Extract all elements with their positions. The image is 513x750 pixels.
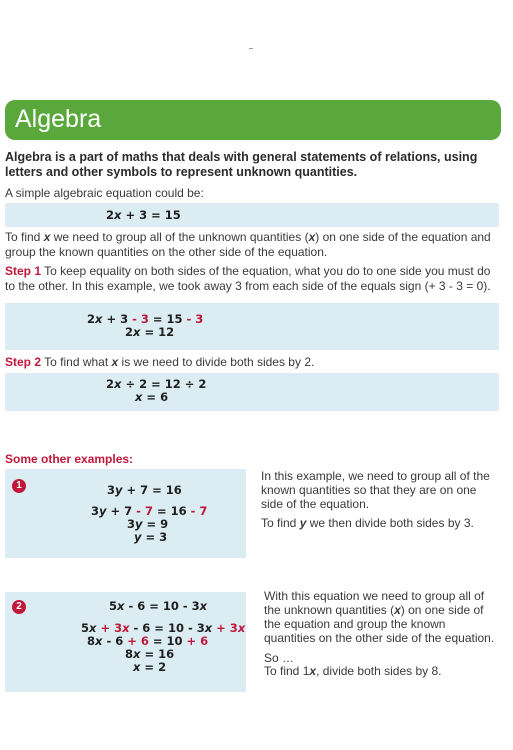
step2-text: Step 2 To find what x is we need to divide both sides by 2. [5, 355, 315, 369]
equation-box-step1 [5, 303, 499, 350]
equation-box-main [5, 203, 499, 227]
examples-title: Some other examples: [5, 452, 134, 466]
equation-main: 2x + 3 = 15 [106, 208, 181, 222]
example2-equation-2: 5x + 3x - 6 = 10 - 3x + 3x [81, 621, 246, 635]
title-banner [5, 100, 501, 140]
example2-equation-3: 8x - 6 + 6 = 10 + 6 [87, 634, 209, 648]
find-text: To find x we need to group all of the unknown quantities (x) on one side of the equation and group the known quantities on the other side of the equation. [5, 230, 491, 259]
equation-box-step2 [5, 373, 499, 411]
example1-equation-2: 3y + 7 - 7 = 16 - 7 [91, 504, 208, 518]
example1-equation-1: 3y + 7 = 16 [107, 483, 182, 497]
example2-equation-4: 8x = 16 [125, 647, 175, 661]
step1-text: Step 1 To keep equality on both sides of the equation, what you do to one side you must do to the other. In this example, we took away 3 from each side of the equals sign (+ 3 - 3 = 0). [5, 264, 491, 293]
example2-equation-1: 5x - 6 = 10 - 3x [109, 599, 208, 613]
example2-badge: 2 [12, 600, 26, 614]
top-mark [249, 48, 253, 49]
example1-divide-text: To find y we then divide both sides by 3. [261, 516, 474, 530]
example2-find-text: To find 1x, divide both sides by 8. [264, 664, 442, 678]
page-title: Algebra [15, 105, 102, 133]
example1-equation-4: y = 3 [134, 530, 168, 544]
step1-label: Step 1 [5, 264, 42, 278]
step2-equation-2: x = 6 [135, 390, 169, 404]
simple-label: A simple algebraic equation could be: [5, 186, 204, 200]
example1-description: In this example, we need to group all of the known quantities so that they are on one side of the equation. [261, 469, 490, 511]
example1-box [5, 469, 246, 558]
step1-equation-2: 2x = 12 [125, 325, 175, 339]
step2-equation-1: 2x ÷ 2 = 12 ÷ 2 [106, 377, 207, 391]
example1-badge: 1 [12, 479, 26, 493]
intro-text: Algebra is a part of maths that deals with general statements of relations, using letters and other symbols to represent unknown quantities. [5, 150, 478, 179]
example2-description: With this equation we need to group all of the unknown quantities (x) on one side of the equation and group the known quantities on the other side of the equation. [264, 589, 495, 645]
example2-so: So … [264, 651, 295, 665]
step2-label: Step 2 [5, 355, 42, 369]
example2-equation-5: x = 2 [133, 660, 167, 674]
step1-equation-1: 2x + 3 - 3 = 15 - 3 [87, 312, 204, 326]
example2-box [5, 592, 246, 692]
example1-equation-3: 3y = 9 [127, 517, 169, 531]
